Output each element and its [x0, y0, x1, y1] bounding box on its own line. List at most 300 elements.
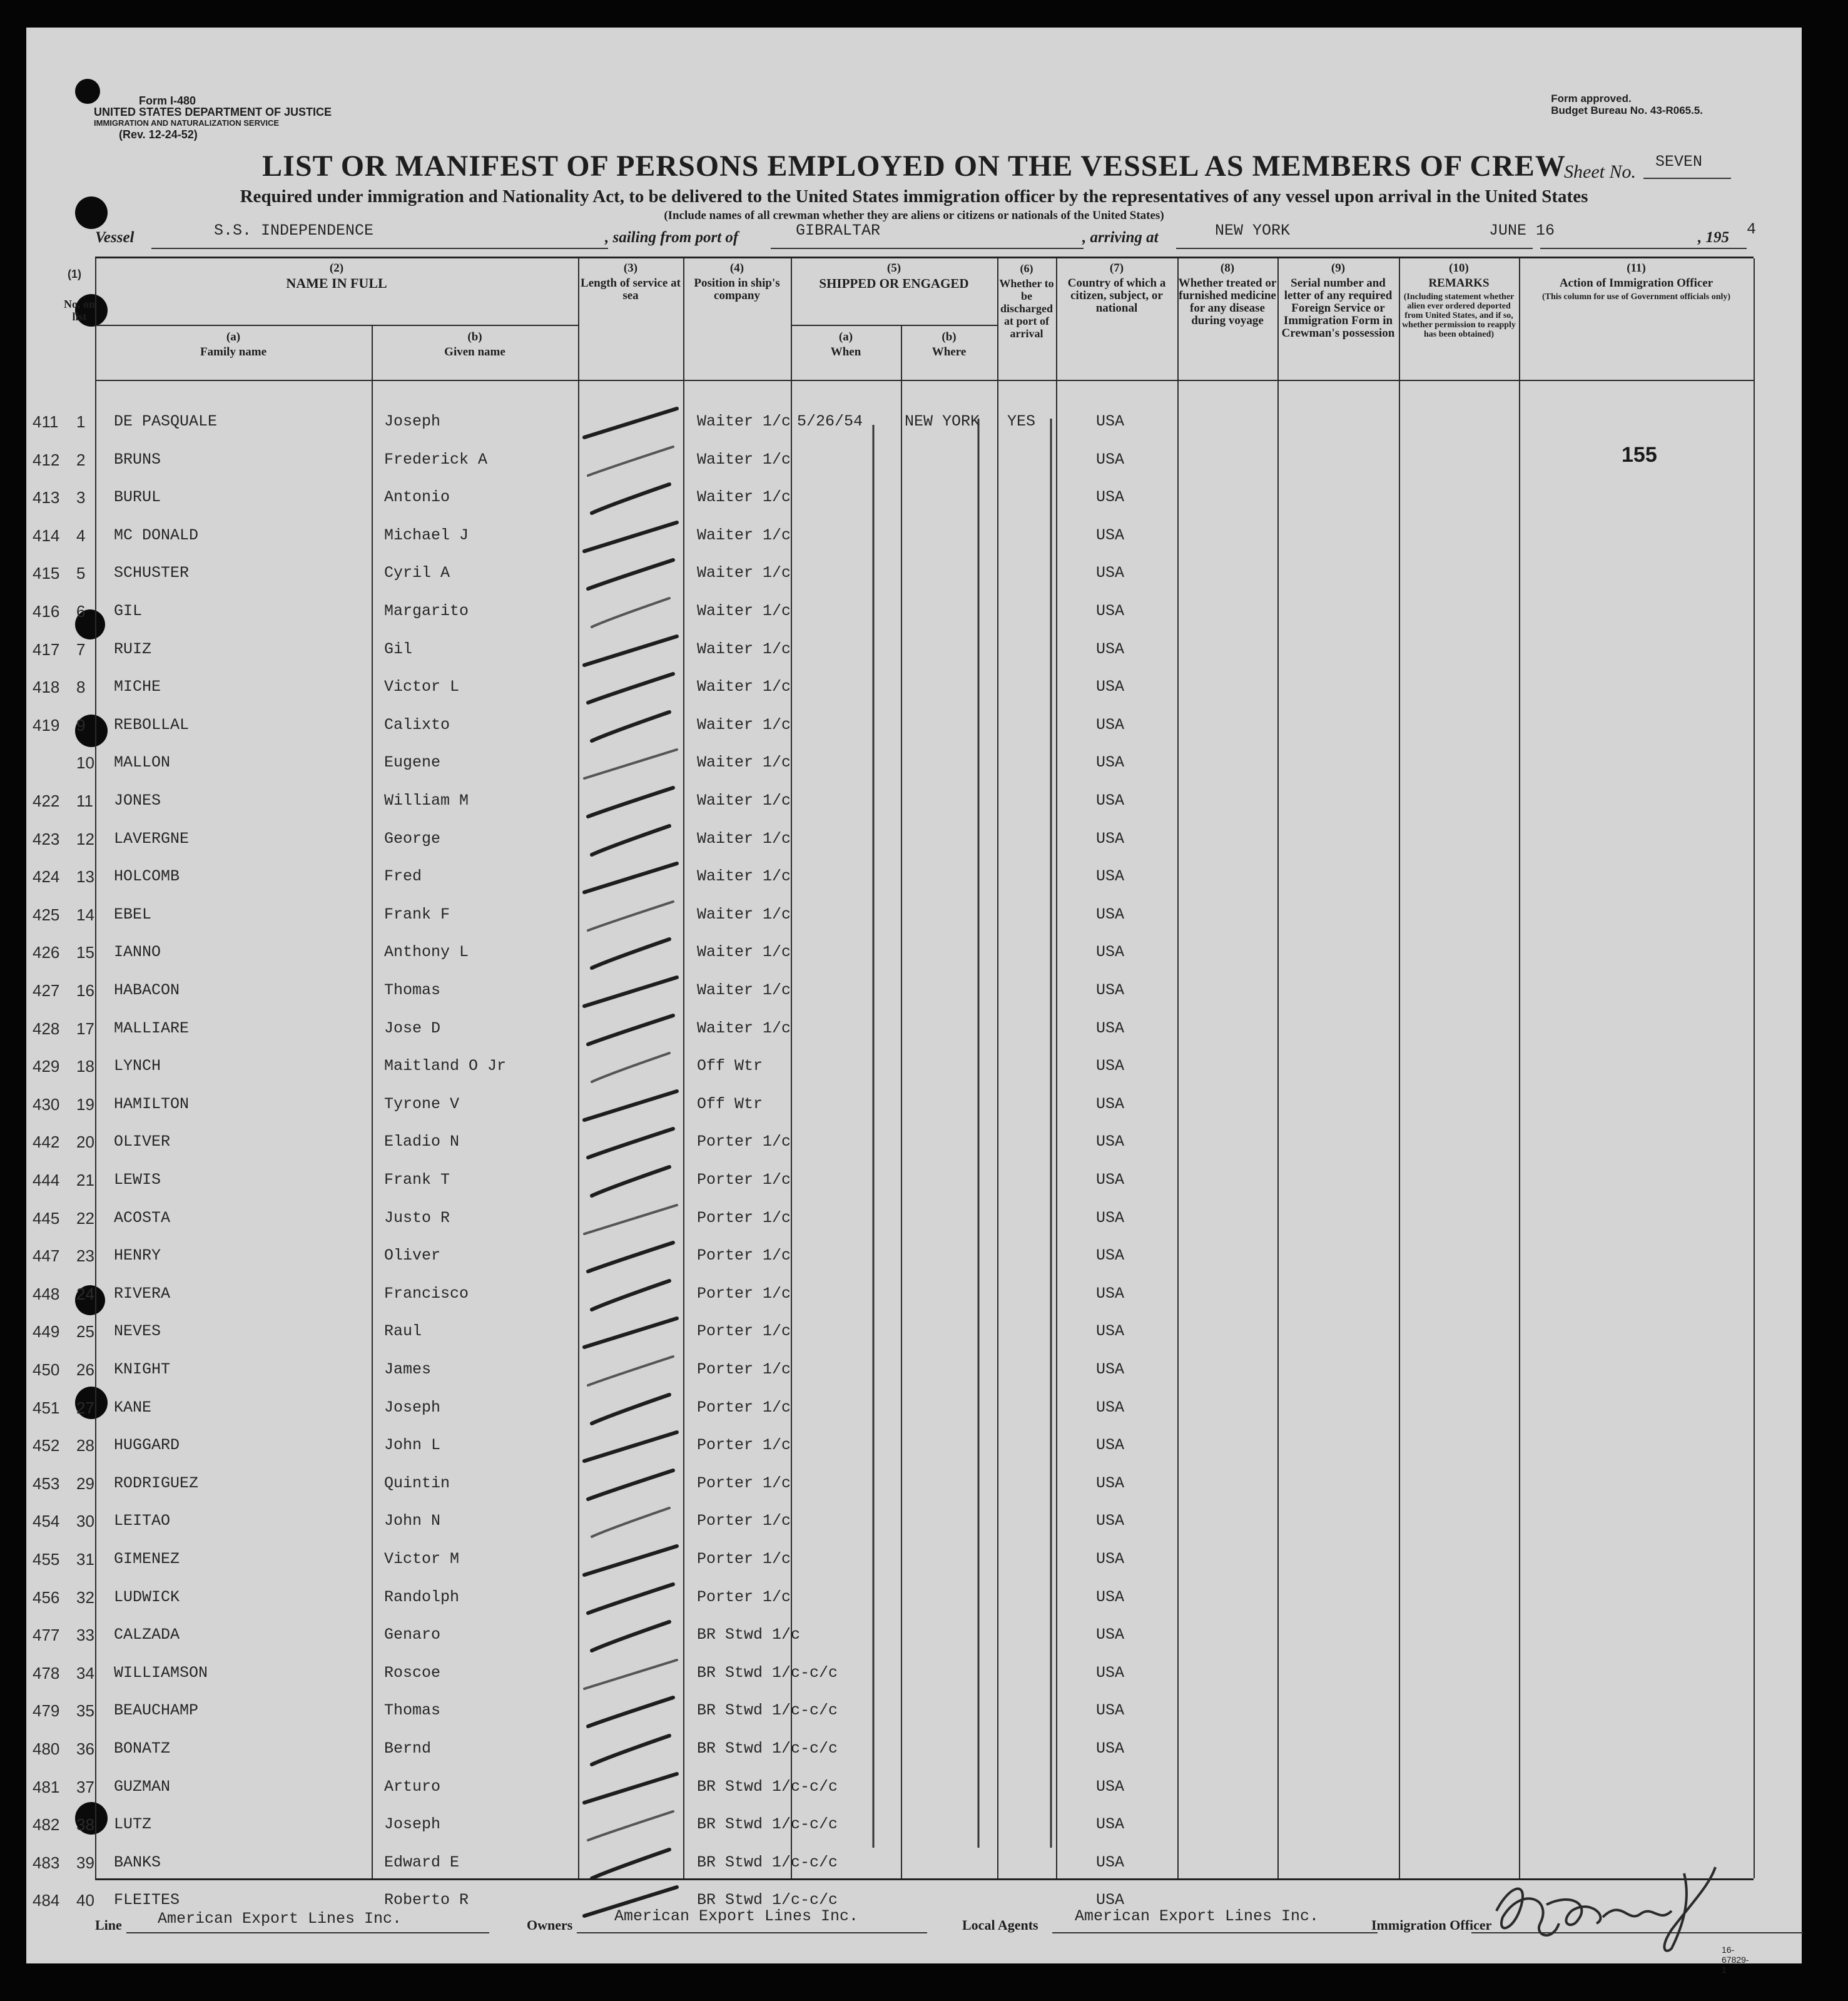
country: USA [1096, 792, 1125, 810]
list-total-number: 483 [33, 1853, 60, 1872]
officer-signature [1484, 1861, 1747, 1955]
position: Porter 1/c [697, 1133, 791, 1151]
position: Waiter 1/c [697, 905, 791, 924]
list-total-number: 412 [33, 451, 60, 469]
owners-underline [577, 1932, 927, 1933]
country: USA [1096, 830, 1125, 848]
list-total-number: 481 [33, 1778, 60, 1796]
given-name: Maitland O Jr [384, 1057, 507, 1075]
country: USA [1096, 981, 1125, 999]
owners-value: American Export Lines Inc. [614, 1907, 859, 1925]
port-underline [771, 248, 1084, 249]
table-row [33, 1473, 1754, 1498]
table-row [33, 1549, 1754, 1574]
row-number: 4 [76, 526, 86, 545]
position: Waiter 1/c [697, 1019, 791, 1037]
given-name: Roscoe [384, 1664, 441, 1682]
table-row [33, 1018, 1754, 1043]
column-number: (a) [226, 330, 241, 344]
position: Waiter 1/c [697, 526, 791, 544]
country: USA [1096, 867, 1125, 885]
page-title: LIST OR MANIFEST OF PERSONS EMPLOYED ON THE VESSEL AS MEMBERS OF CREW [262, 150, 1566, 183]
country: USA [1096, 1626, 1125, 1644]
position: Porter 1/c [697, 1398, 791, 1417]
list-total-number: 479 [33, 1701, 60, 1720]
column-title: Given name [444, 345, 505, 359]
position: BR Stwd 1/c-c/c [697, 1815, 838, 1833]
family-name: LUTZ [114, 1815, 152, 1833]
given-name: John L [384, 1436, 441, 1454]
country: USA [1096, 943, 1125, 961]
given-name: Frank T [384, 1171, 450, 1189]
country: USA [1096, 564, 1125, 582]
column-title: SHIPPED OR ENGAGED [819, 276, 969, 291]
position: BR Stwd 1/c-c/c [697, 1664, 838, 1682]
country: USA [1096, 1057, 1125, 1075]
table-row [33, 1056, 1754, 1081]
list-total-number: 452 [33, 1436, 60, 1455]
line-label: Line [95, 1917, 122, 1933]
row-number: 2 [76, 451, 86, 469]
column-number: (a) [838, 330, 853, 344]
table-row [33, 828, 1754, 853]
country: USA [1096, 1209, 1125, 1227]
position: Porter 1/c [697, 1246, 791, 1265]
column-title: REMARKS [1428, 277, 1490, 290]
given-name: Justo R [384, 1209, 450, 1227]
country: USA [1096, 753, 1125, 771]
family-name: LUDWICK [114, 1588, 180, 1606]
list-total-number: 455 [33, 1550, 60, 1569]
row-number: 10 [76, 753, 94, 772]
list-total-number: 418 [33, 678, 60, 696]
row-number: 23 [76, 1246, 94, 1265]
position: Waiter 1/c [697, 488, 791, 506]
given-name: Oliver [384, 1246, 441, 1265]
form-approved-text: Form approved. [1551, 93, 1632, 104]
family-name: WILLIAMSON [114, 1664, 208, 1682]
country: USA [1096, 1436, 1125, 1454]
service-name: IMMIGRATION AND NATURALIZATION SERVICE [94, 118, 280, 128]
list-total-number: 448 [33, 1285, 60, 1303]
position: Porter 1/c [697, 1171, 791, 1189]
table-row [33, 525, 1754, 550]
sheet-number-label: Sheet No. [1564, 161, 1636, 182]
table-row [33, 942, 1754, 967]
position: BR Stwd 1/c-c/c [697, 1739, 838, 1758]
include-note: (Include names of all crewman whether they are aliens or citizens or nationals of the United States) [664, 209, 1164, 222]
country: USA [1096, 1398, 1125, 1417]
position: Porter 1/c [697, 1474, 791, 1492]
given-name: Randolph [384, 1588, 460, 1606]
country: USA [1096, 1664, 1125, 1682]
country: USA [1096, 1474, 1125, 1492]
given-name: Edward E [384, 1853, 460, 1871]
column-title: Whether to be discharged at port of arrival [999, 277, 1054, 340]
given-name: Eugene [384, 753, 441, 771]
family-name: KANE [114, 1398, 152, 1417]
form-identity [94, 95, 332, 140]
form-number: Form I-480 [139, 94, 196, 107]
position: Porter 1/c [697, 1512, 791, 1530]
officer-label: Immigration Officer [1371, 1917, 1492, 1933]
position: Waiter 1/c [697, 640, 791, 658]
family-name: CALZADA [114, 1626, 180, 1644]
column-header-number [31, 268, 81, 281]
row-number: 18 [76, 1057, 94, 1076]
form-revision: (Rev. 12-24-52) [119, 128, 198, 141]
position: Porter 1/c [697, 1588, 791, 1606]
list-total-number: 430 [33, 1095, 60, 1114]
given-name: Jose D [384, 1019, 441, 1037]
table-row [33, 1814, 1754, 1839]
sailing-label: , sailing from port of [605, 229, 739, 246]
list-total-number: 422 [33, 792, 60, 810]
arriving-underline [1176, 248, 1533, 249]
given-name: Fred [384, 867, 422, 885]
given-name: Frank F [384, 905, 450, 924]
country: USA [1096, 1360, 1125, 1378]
manifest-sheet [26, 28, 1802, 1975]
row-number: 33 [76, 1626, 94, 1644]
family-name: MC DONALD [114, 526, 199, 544]
table-row [33, 1321, 1754, 1346]
given-name: Eladio N [384, 1133, 460, 1151]
agents-value: American Export Lines Inc. [1075, 1907, 1319, 1925]
family-name: LEITAO [114, 1512, 171, 1530]
country: USA [1096, 1246, 1125, 1265]
agents-underline [1052, 1932, 1378, 1933]
table-row [33, 1700, 1754, 1725]
given-name: Joseph [384, 412, 441, 430]
family-name: BANKS [114, 1853, 161, 1871]
table-row [33, 1662, 1754, 1688]
sailing-port: GIBRALTAR [796, 221, 881, 240]
row-number: 1 [76, 412, 86, 431]
position: Waiter 1/c [697, 830, 791, 848]
table-row [33, 1169, 1754, 1194]
family-name: HENRY [114, 1246, 161, 1265]
column-title: Length of service at sea [581, 277, 681, 302]
country: USA [1096, 1588, 1125, 1606]
position: Waiter 1/c [697, 412, 791, 430]
family-name: RIVERA [114, 1285, 171, 1303]
arriving-port: NEW YORK [1215, 221, 1291, 240]
table-row [33, 563, 1754, 588]
family-name: SCHUSTER [114, 564, 190, 582]
position: Waiter 1/c [697, 451, 791, 469]
column-note: (This column for use of Government officials only) [1541, 292, 1731, 302]
family-name: HUGGARD [114, 1436, 180, 1454]
given-name: Joseph [384, 1815, 441, 1833]
table-row [33, 715, 1754, 740]
country: USA [1096, 1133, 1125, 1151]
row-number: 36 [76, 1739, 94, 1758]
country: USA [1096, 1171, 1125, 1189]
list-total-number: 480 [33, 1739, 60, 1758]
list-total-number: 411 [33, 412, 59, 431]
family-name: JONES [114, 792, 161, 810]
column-title: Whether treated or furnished medicine for any disease during voyage [1178, 277, 1277, 327]
row-number: 32 [76, 1588, 94, 1607]
given-name: James [384, 1360, 432, 1378]
row-number: 31 [76, 1550, 94, 1569]
line-value: American Export Lines Inc. [158, 1910, 402, 1928]
list-total-number: 454 [33, 1512, 60, 1530]
department-name: UNITED STATES DEPARTMENT OF JUSTICE [94, 106, 332, 118]
position: Porter 1/c [697, 1209, 791, 1227]
table-row [33, 1094, 1754, 1119]
country: USA [1096, 640, 1125, 658]
country: USA [1096, 602, 1125, 620]
row-number: 8 [76, 678, 86, 696]
column-title: Serial number and letter of any required Foreign Service or Immigration Form in Crewman's possession [1281, 277, 1395, 340]
family-name: DE PASQUALE [114, 412, 218, 430]
list-total-number: 419 [33, 716, 60, 735]
country: USA [1096, 1550, 1125, 1568]
family-name: KNIGHT [114, 1360, 171, 1378]
year-digit: 4 [1747, 220, 1757, 238]
column-number: (5) [886, 262, 901, 275]
family-name: HOLCOMB [114, 867, 180, 885]
column-number: (b) [942, 330, 957, 344]
position: Waiter 1/c [697, 602, 791, 620]
country: USA [1096, 1778, 1125, 1796]
position: Off Wtr [697, 1095, 763, 1113]
vessel-name: S.S. INDEPENDENCE [214, 221, 374, 240]
print-reference: 16-67829-1 [1722, 1945, 1749, 1975]
column-number: (10) [1449, 262, 1469, 275]
row-number: 9 [76, 716, 86, 735]
sheet-number: SEVEN [1655, 153, 1703, 171]
table-row [33, 487, 1754, 512]
table-row [33, 676, 1754, 701]
column-title: Country of which a citizen, subject, or national [1067, 277, 1166, 315]
column-title: Family name [200, 345, 267, 359]
given-name: Thomas [384, 981, 441, 999]
family-name: GUZMAN [114, 1778, 171, 1796]
list-total-number: 456 [33, 1588, 60, 1607]
row-number: 16 [76, 981, 94, 1000]
list-total-number: 447 [33, 1246, 60, 1265]
family-name: RODRIGUEZ [114, 1474, 199, 1492]
arriving-label: , arriving at [1082, 229, 1159, 246]
family-name: MALLIARE [114, 1019, 190, 1037]
country: USA [1096, 1019, 1125, 1037]
list-total-number: 453 [33, 1474, 60, 1493]
table-row [33, 1397, 1754, 1422]
position: Waiter 1/c [697, 753, 791, 771]
row-number: 25 [76, 1322, 94, 1341]
column-title: When [830, 345, 861, 359]
row-number: 28 [76, 1436, 94, 1455]
row-number: 17 [76, 1019, 94, 1038]
table-row [33, 904, 1754, 929]
country: USA [1096, 716, 1125, 734]
budget-bureau-number: Budget Bureau No. 43-R065.5. [1551, 104, 1703, 116]
country: USA [1096, 1739, 1125, 1758]
given-name: Tyrone V [384, 1095, 460, 1113]
position: BR Stwd 1/c-c/c [697, 1778, 838, 1796]
position: Waiter 1/c [697, 564, 791, 582]
row-number: 15 [76, 943, 94, 962]
given-name: Frederick A [384, 451, 488, 469]
position: Waiter 1/c [697, 792, 791, 810]
position: BR Stwd 1/c [697, 1626, 801, 1644]
family-name: GIMENEZ [114, 1550, 180, 1568]
given-name: Victor L [384, 678, 460, 696]
column-title: Where [932, 345, 967, 359]
arrival-date: JUNE 16 [1489, 221, 1555, 240]
list-total-number: 417 [33, 640, 60, 659]
row-number: 40 [76, 1891, 94, 1910]
column-number: (8) [1220, 262, 1235, 275]
position: Waiter 1/c [697, 867, 791, 885]
given-name: Quintin [384, 1474, 450, 1492]
family-name: MALLON [114, 753, 171, 771]
vessel-label: Vessel [95, 229, 135, 246]
form-approval [1551, 93, 1703, 116]
table-row [33, 1131, 1754, 1156]
row-number: 12 [76, 830, 94, 848]
row-number: 35 [76, 1701, 94, 1720]
family-name: OLIVER [114, 1133, 171, 1151]
family-name: RUIZ [114, 640, 152, 658]
given-name: Antonio [384, 488, 450, 506]
list-total-number: 442 [33, 1133, 60, 1151]
family-name: REBOLLAL [114, 716, 190, 734]
list-total-number: 413 [33, 488, 60, 507]
column-header-no-on-list: No. on list [64, 298, 96, 323]
country: USA [1096, 412, 1125, 430]
voyage-line [95, 220, 1757, 249]
column-number: (1) [68, 268, 81, 280]
family-name: BEAUCHAMP [114, 1701, 199, 1719]
given-name: Anthony L [384, 943, 469, 961]
column-title: Position in ship's company [694, 277, 780, 302]
line-underline [126, 1932, 489, 1933]
position: Porter 1/c [697, 1360, 791, 1378]
list-total-number: 416 [33, 602, 60, 621]
list-total-number: 429 [33, 1057, 60, 1076]
position: Waiter 1/c [697, 716, 791, 734]
row-number: 34 [76, 1664, 94, 1683]
column-number: (4) [729, 262, 744, 275]
table-row [33, 639, 1754, 664]
list-total-number: 482 [33, 1815, 60, 1834]
table-row [33, 1776, 1754, 1801]
column-title: NAME IN FULL [286, 275, 387, 291]
position: Porter 1/c [697, 1322, 791, 1340]
table-row [76, 752, 1754, 777]
country: USA [1096, 1853, 1125, 1871]
list-total-number: 445 [33, 1209, 60, 1228]
table-row [33, 790, 1754, 815]
table-row [33, 1738, 1754, 1763]
position: BR Stwd 1/c-c/c [697, 1891, 838, 1909]
given-name: Michael J [384, 526, 469, 544]
row-number: 26 [76, 1360, 94, 1379]
list-total-number: 449 [33, 1322, 60, 1341]
given-name: George [384, 830, 441, 848]
given-name: John N [384, 1512, 441, 1530]
row-number: 29 [76, 1474, 94, 1493]
family-name: IANNO [114, 943, 161, 961]
official-stamp-number: 155 [1622, 442, 1657, 467]
given-name: Roberto R [384, 1891, 469, 1909]
country: USA [1096, 1701, 1125, 1719]
given-name: Genaro [384, 1626, 441, 1644]
column-number: (2) [329, 262, 344, 275]
row-number: 13 [76, 867, 94, 886]
family-name: GIL [114, 602, 143, 620]
given-name: Joseph [384, 1398, 441, 1417]
position: Porter 1/c [697, 1550, 791, 1568]
column-number: (b) [467, 330, 482, 344]
country: USA [1096, 1322, 1125, 1340]
table-row [33, 866, 1754, 891]
row-number: 14 [76, 905, 94, 924]
position: Waiter 1/c [697, 943, 791, 961]
row-number: 27 [76, 1398, 94, 1417]
given-name: Margarito [384, 602, 469, 620]
row-number: 11 [76, 792, 93, 810]
date-underline [1540, 248, 1747, 249]
list-total-number: 484 [33, 1891, 60, 1910]
table-row [33, 1283, 1754, 1308]
table-row [33, 1245, 1754, 1270]
sheet-number-underline [1643, 178, 1731, 179]
position: BR Stwd 1/c-c/c [697, 1701, 838, 1719]
row-number: 30 [76, 1512, 94, 1530]
table-row [33, 1435, 1754, 1460]
list-total-number: 426 [33, 943, 60, 962]
list-total-number: 423 [33, 830, 60, 848]
position: Porter 1/c [697, 1285, 791, 1303]
table-row [33, 449, 1754, 474]
table-row [33, 980, 1754, 1005]
owners-label: Owners [527, 1917, 573, 1933]
family-name: BURUL [114, 488, 161, 506]
list-total-number: 450 [33, 1360, 60, 1379]
given-name: Raul [384, 1322, 422, 1340]
agents-label: Local Agents [962, 1917, 1038, 1933]
country: USA [1096, 488, 1125, 506]
list-total-number: 428 [33, 1019, 60, 1038]
row-number: 6 [76, 602, 86, 621]
position: Porter 1/c [697, 1436, 791, 1454]
row-number: 22 [76, 1209, 94, 1228]
given-name: Thomas [384, 1701, 441, 1719]
given-name: Gil [384, 640, 413, 658]
family-name: FLEITES [114, 1891, 180, 1909]
country: USA [1096, 905, 1125, 924]
given-name: Calixto [384, 716, 450, 734]
row-number: 7 [76, 640, 86, 659]
country: USA [1096, 526, 1125, 544]
table-row [33, 1208, 1754, 1233]
row-number: 19 [76, 1095, 94, 1114]
year-prefix: , 195 [1698, 229, 1729, 246]
table-row [33, 1510, 1754, 1535]
vessel-underline [151, 248, 608, 249]
list-total-number: 424 [33, 867, 60, 886]
given-name: Arturo [384, 1778, 441, 1796]
country: USA [1096, 678, 1125, 696]
given-name: William M [384, 792, 469, 810]
list-total-number: 451 [33, 1398, 60, 1417]
country: USA [1096, 1815, 1125, 1833]
